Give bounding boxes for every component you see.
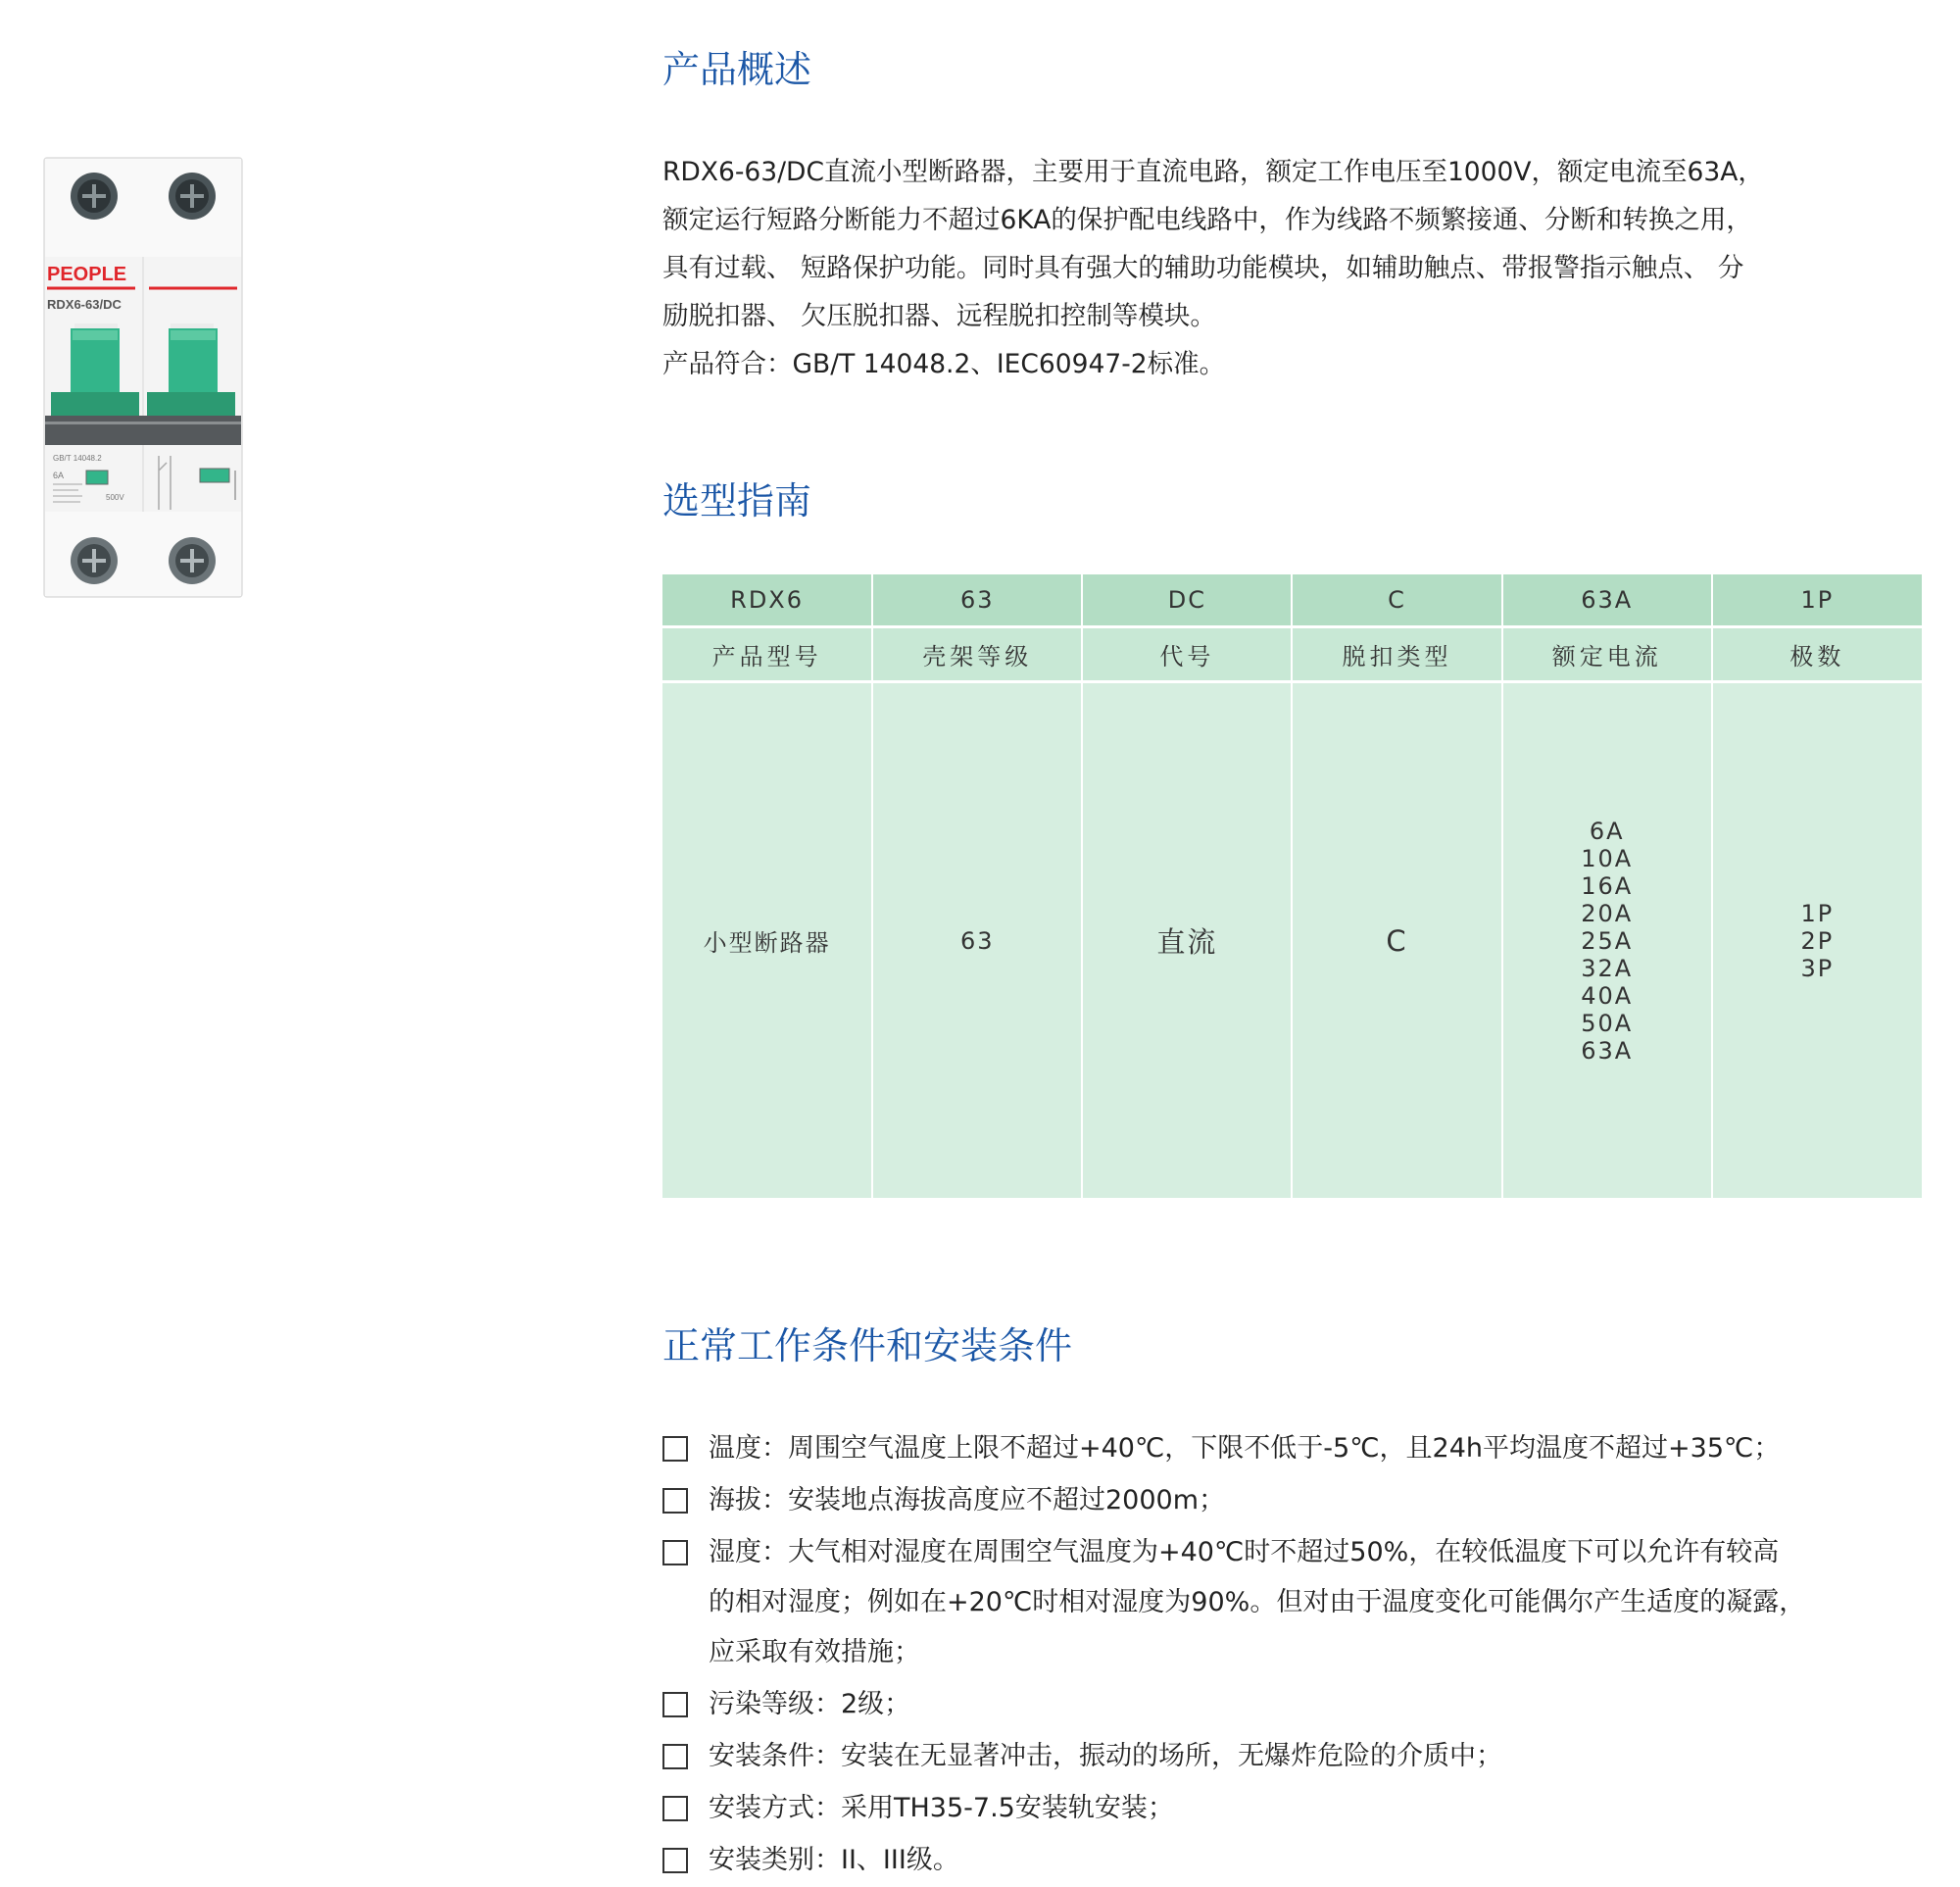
spec-voltage-text: 500V	[106, 493, 124, 502]
selection-guide-title: 选型指南	[662, 479, 812, 522]
value-cell-frame: 63	[872, 682, 1082, 1199]
value-cell-poles	[1712, 682, 1922, 1199]
checkbox-icon	[662, 1796, 688, 1821]
code-cell-frame: 63	[872, 574, 1082, 627]
name-row	[662, 627, 1922, 682]
spec-standard-text: GB/T 14048.2	[53, 454, 102, 463]
overview-line: 励脱扣器、 欠压脱扣器、远程脱扣控制等模块。	[662, 301, 1216, 331]
bottom-screw-left-icon	[71, 537, 118, 584]
bottom-screw-right-icon	[169, 537, 216, 584]
top-screw-right-icon	[169, 173, 216, 220]
condition-line: 温度：周围空气温度上限不超过+40℃，下限不低于-5℃，且24h平均温度不超过+35℃；	[709, 1433, 1781, 1464]
checkbox-icon	[662, 1692, 688, 1717]
condition-line: 安装类别：II、III级。	[709, 1845, 959, 1875]
condition-line: 安装条件：安装在无显著冲击，振动的场所，无爆炸危险的介质中；	[709, 1741, 1502, 1771]
code-cell-current: 63A	[1502, 574, 1712, 627]
pole-option: 3P	[1800, 954, 1835, 982]
value-cell-type: 小型断路器	[662, 682, 872, 1199]
code-cell-trip: C	[1292, 574, 1501, 627]
checkbox-icon	[662, 1744, 688, 1769]
overview-line: 产品符合：GB/T 14048.2、IEC60947-2标准。	[662, 349, 1226, 379]
code-cell-code: DC	[1082, 574, 1292, 627]
overview-text	[662, 148, 1936, 388]
overview-line: RDX6-63/DC直流小型断路器，主要用于直流电路，额定工作电压至1000V，额定电流至63A，	[662, 157, 1764, 187]
current-option: 40A	[1581, 981, 1634, 1010]
conditions-list	[662, 1423, 1936, 1887]
overview-line: 具有过载、 短路保护功能。同时具有强大的辅助功能模块，如辅助触点、带报警指示触点、 分	[662, 253, 1744, 283]
current-option: 16A	[1581, 871, 1634, 900]
checkbox-icon	[662, 1540, 688, 1565]
name-cell-current: 额定电流	[1502, 627, 1712, 682]
condition-item-altitude	[662, 1475, 1936, 1525]
checkbox-icon	[662, 1488, 688, 1514]
condition-line: 湿度：大气相对湿度在周围空气温度为+40℃时不超过50%，在较低温度下可以允许有较高	[709, 1537, 1780, 1567]
name-cell-code: 代号	[1082, 627, 1292, 682]
condition-line: 污染等级：2级；	[709, 1689, 911, 1719]
current-option: 50A	[1581, 1009, 1634, 1037]
value-cell-currents	[1502, 682, 1712, 1199]
current-option: 32A	[1581, 954, 1634, 982]
value-cell-trip: C	[1292, 682, 1501, 1199]
condition-item-category	[662, 1835, 1936, 1885]
code-cell-poles: 1P	[1712, 574, 1922, 627]
condition-line: 安装方式：采用TH35-7.5安装轨安装；	[709, 1793, 1174, 1823]
brand-logo-text: PEOPLE	[47, 264, 127, 285]
product-image	[43, 157, 243, 598]
code-row	[662, 574, 1922, 627]
spec-current-text: 6A	[53, 471, 65, 480]
model-label-text: RDX6-63/DC	[47, 297, 122, 312]
current-option: 10A	[1581, 844, 1634, 872]
selection-table	[662, 574, 1922, 1198]
condition-item-mounting	[662, 1783, 1936, 1833]
name-cell-frame: 壳架等级	[872, 627, 1082, 682]
name-cell-poles: 极数	[1712, 627, 1922, 682]
current-option: 6A	[1589, 817, 1625, 845]
name-cell-trip: 脱扣类型	[1292, 627, 1501, 682]
condition-item-installation-site	[662, 1731, 1936, 1781]
pole-option: 1P	[1800, 899, 1835, 927]
value-row	[662, 682, 1922, 1199]
conditions-title: 正常工作条件和安装条件	[662, 1324, 1073, 1367]
current-option: 20A	[1581, 899, 1634, 927]
overview-title: 产品概述	[662, 48, 812, 91]
name-cell-model: 产品型号	[662, 627, 872, 682]
condition-line: 的相对湿度；例如在+20℃时相对湿度为90%。但对由于温度变化可能偶尔产生适度的凝露，	[709, 1587, 1806, 1617]
condition-item-pollution	[662, 1679, 1936, 1729]
overview-line: 额定运行短路分断能力不超过6KA的保护配电线路中，作为线路不频繁接通、分断和转换之用，	[662, 205, 1752, 235]
condition-line: 海拔：安装地点海拔高度应不超过2000m；	[709, 1485, 1226, 1515]
pole-option: 2P	[1800, 926, 1835, 955]
value-cell-code: 直流	[1082, 682, 1292, 1199]
current-option: 63A	[1581, 1036, 1634, 1065]
condition-item-humidity	[662, 1527, 1936, 1677]
code-cell-model: RDX6	[662, 574, 872, 627]
top-screw-left-icon	[71, 173, 118, 220]
condition-line: 应采取有效措施；	[709, 1637, 920, 1667]
condition-item-temperature	[662, 1423, 1936, 1473]
current-option: 25A	[1581, 926, 1634, 955]
checkbox-icon	[662, 1436, 688, 1462]
checkbox-icon	[662, 1848, 688, 1873]
